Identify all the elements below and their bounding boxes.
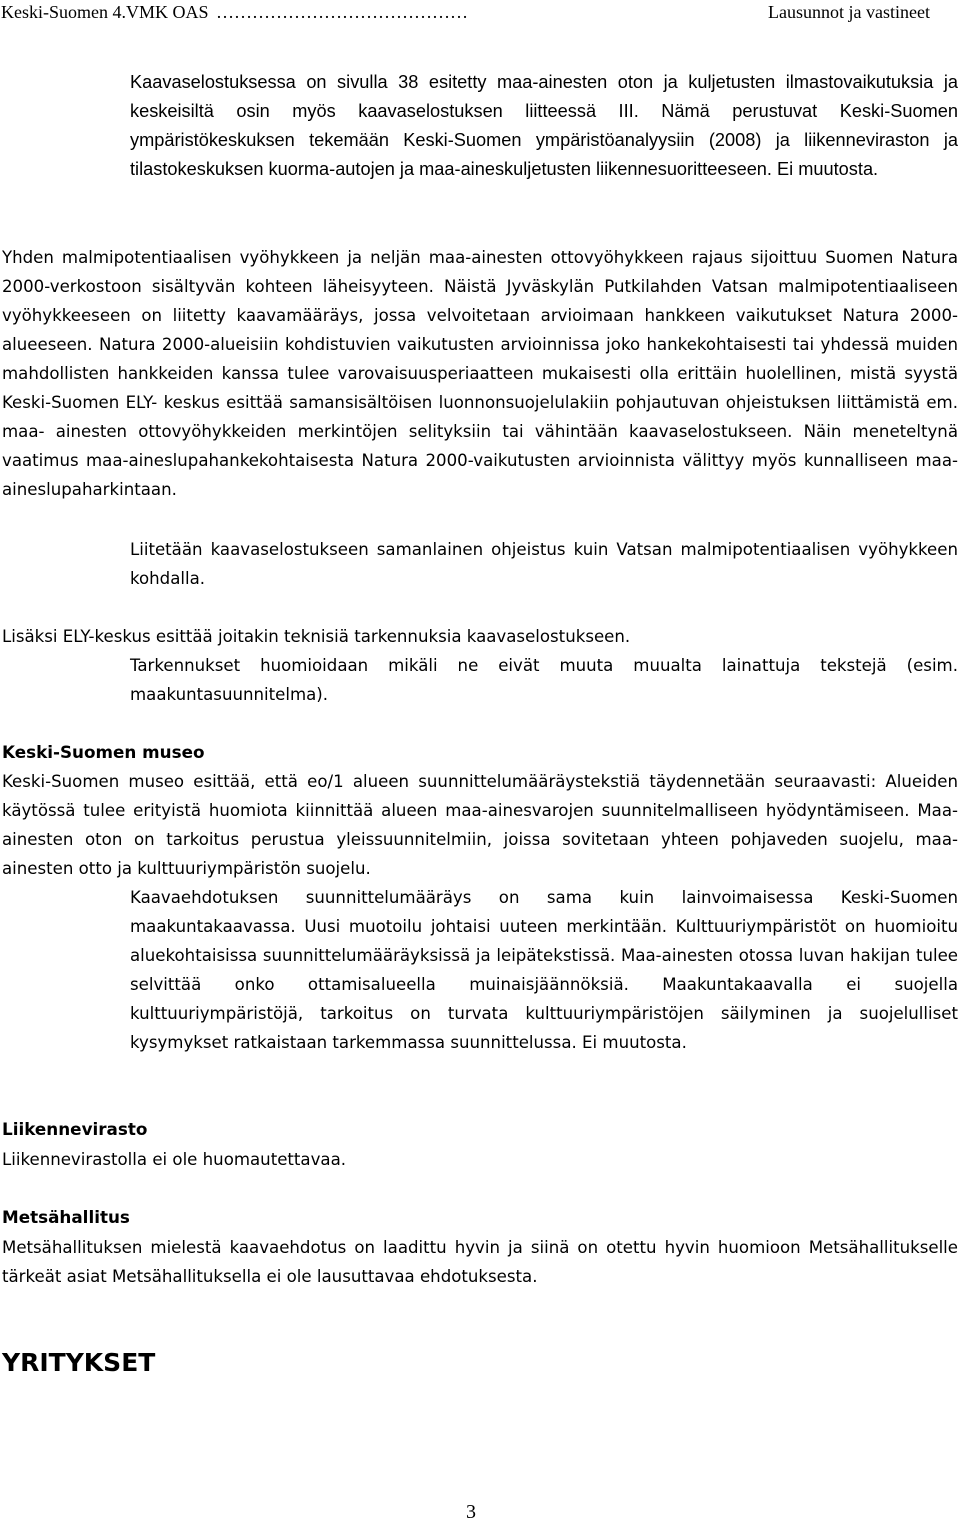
museo-paragraph: Keski-Suomen museo esittää, että eo/1 alueen suunnittelumääräystekstiä täydennetään seuraavasti: Alueiden käytössä tulee erityistä huomiota kiinnittää alueen maa-ainesvarojen suunnitelmalliseen hyödyntämiseen. Maa-ainesten oton on tarkoitus perustua yleissuunnitelmiin, joissa sovitetaan yhteen pohjaveden suojelu, maa-ainesten otto ja kulttuuriympäristön suojelu. [2, 772, 958, 878]
museo-response: Kaavaehdotuksen suunnittelumääräys on sama kuin lainvoimaisessa Keski-Suomen maakuntakaavassa. Uusi muotoilu johtaisi uuteen merkintään. Kulttuuriympäristöt on huomioitu aluekohtaisissa suunnittelumääräyksissä ja leipätekstissä. Maa-ainesten otossa luvan hakijan tulee selvittää onko ottamisalueella muinaisjäännöksiä. Maakuntakaavalla ei suojella kulttuuriympäristöjä, tarkoitus on turvata kulttuuriympäristöjen säilyminen ja suojelulliset kysymykset ratkaistaan tarkemmassa suunnittelussa. Ei muutosta. [130, 888, 958, 1052]
metsahallitus-paragraph: Metsähallituksen mielestä kaavaehdotus on laadittu hyvin ja siinä on otettu hyvin huomioon Metsähallitukselle tärkeät asiat Metsähallituksella ei ole lausuttavaa ehdotuksesta. [2, 1238, 958, 1286]
liikennevirasto-heading: Liikennevirasto [2, 1119, 148, 1139]
museo-heading: Keski-Suomen museo [2, 742, 205, 762]
metsahallitus-heading: Metsähallitus [2, 1207, 130, 1227]
header-section: Lausunnot ja vastineet [768, 2, 930, 22]
ely-response-2: Tarkennukset huomioidaan mikäli ne eivät muuta muualta lainattuja tekstejä (esim. maakuntasuunnitelma). [130, 656, 958, 704]
page-number: 3 [466, 1501, 476, 1523]
header-dot-leader: …………………………………… [216, 2, 468, 22]
liikennevirasto-paragraph: Liikennevirastolla ei ole huomautettavaa. [2, 1150, 347, 1169]
ely-paragraph-1: Yhden malmipotentiaalisen vyöhykkeen ja neljän maa-ainesten ottovyöhykkeen rajaus sijoittuu Suomen Natura 2000-verkostoon sisältyvän kohteen läheisyyteen. Näistä Jyväskylän Putkilahden Vatsan malmipotentiaaliseen vyöhykkeeseen on liitetty kaavamääräys, jossa velvoitetaan arvioimaan hankkeen vaikutukset Natura 2000-alueeseen. Natura 2000-alueisiin kohdistuvien vaikutusten arvioinnissa joko hankekohtaisesti tai yhdessä muiden mahdollisten hankkeiden kanssa tulee varovaisuusperiaatteen mukaisesti olla erittäin huolellinen, mistä syystä Keski-Suomen ELY- keskus esittää samansisältöisen luonnonsuojelulakiin pohjautuvan ohjeistuksen liittämistä em. maa- ainesten ottovyöhykkeiden merkintöjen selityksiin tai vähintään kaavaselostukseen. Näin meneteltynä vaatimus maa-aineslupahankekohtaisesta Natura 2000-vaikutusten arvioinnista välittyy myös kunnalliseen maa-aineslupaharkintaan. [2, 248, 958, 499]
page-header [0, 0, 960, 24]
ely-response-1: Liitetään kaavaselostukseen samanlainen ohjeistus kuin Vatsan malmipotentiaalisen vyöhykkeen kohdalla. [130, 540, 958, 588]
intro-response-paragraph: Kaavaselostuksessa on sivulla 38 esitetty maa-ainesten oton ja kuljetusten ilmastovaikutuksia ja keskeisiltä osin myös kaavaselostuksen liitteessä III. Nämä perustuvat Keski-Suomen ympäristökeskuksen tekemään Keski-Suomen ympäristöanalyysiin (2008) ja liikenneviraston ja tilastokeskuksen kuorma-autojen ja maa-aineskuljetusten liikennesuoritteeseen. Ei muutosta. [130, 72, 958, 179]
header-title: Keski-Suomen 4.VMK OAS [1, 2, 209, 22]
ely-paragraph-2: Lisäksi ELY-keskus esittää joitakin teknisiä tarkennuksia kaavaselostukseen. [2, 627, 631, 646]
yritykset-heading: YRITYKSET [2, 1348, 156, 1377]
